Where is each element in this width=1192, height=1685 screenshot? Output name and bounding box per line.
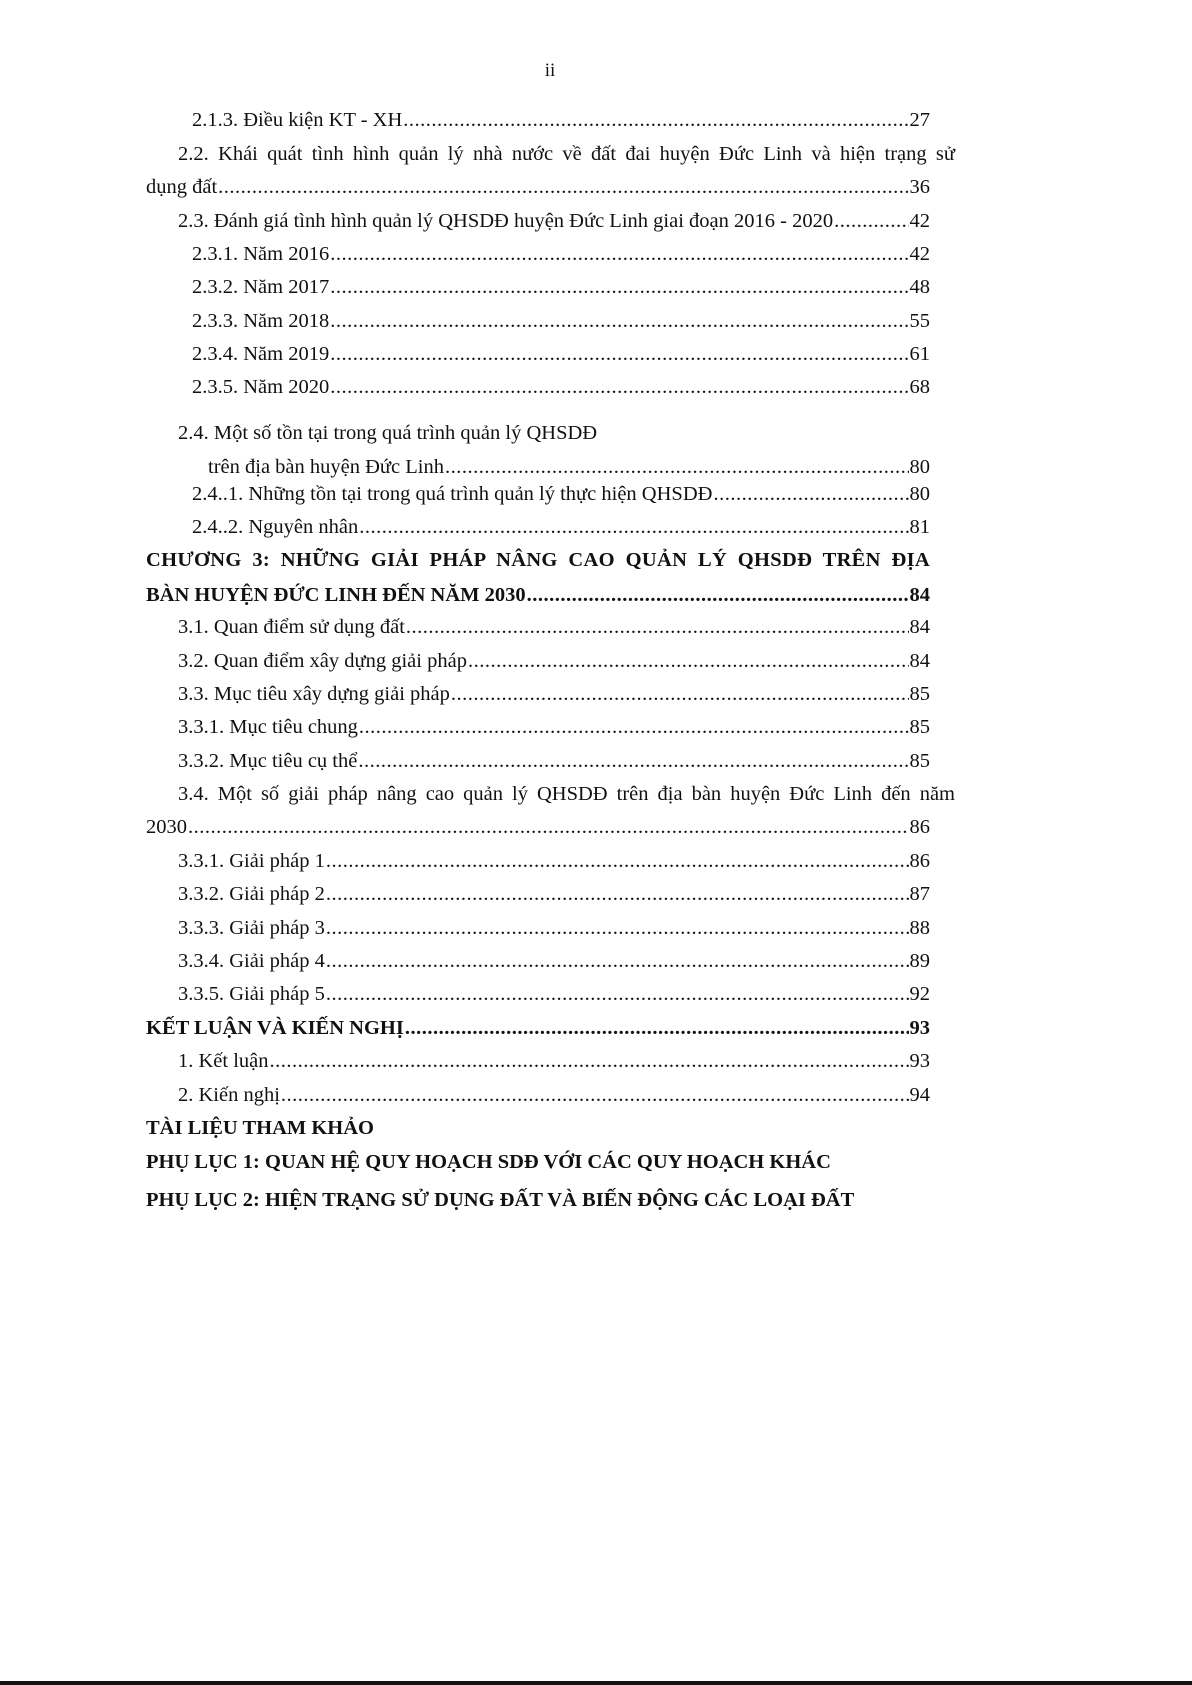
toc-entry-title: 3.3.1. Giải pháp 1 <box>178 850 325 872</box>
toc-entry-page: 85 <box>909 683 930 705</box>
toc-entry-title: 3.3.5. Giải pháp 5 <box>178 983 325 1005</box>
toc-entry-page: 86 <box>909 816 930 838</box>
toc-conclusion[interactable] <box>146 1015 930 1041</box>
leader-dots <box>406 614 909 640</box>
leader-dots <box>218 174 908 200</box>
leader-dots <box>326 981 909 1007</box>
leader-dots <box>330 341 908 367</box>
leader-dots <box>451 681 909 707</box>
toc-entry-page: 84 <box>909 616 930 638</box>
leader-dots <box>405 1015 909 1041</box>
toc-entry-solution-1[interactable] <box>178 848 930 874</box>
toc-entry-2-3-5[interactable] <box>192 374 930 400</box>
toc-entry-2-3-4[interactable] <box>192 341 930 367</box>
page-number: ii <box>544 60 556 81</box>
toc-entry-title: 3.3.4. Giải pháp 4 <box>178 950 325 972</box>
toc-entry-page: 68 <box>909 376 930 398</box>
toc-entry-2-2-line1[interactable]: 2.2. Khái quát tình hình quản lý nhà nước về đất đai huyện Đức Linh và hiện trạng sử <box>178 143 955 165</box>
leader-dots <box>326 848 909 874</box>
leader-dots <box>188 814 909 840</box>
toc-entry-page: 42 <box>909 210 930 232</box>
toc-entry-page: 27 <box>909 109 930 131</box>
toc-entry-page: 84 <box>909 650 930 672</box>
toc-entry-page: 88 <box>909 917 930 939</box>
toc-entry-3-1[interactable] <box>178 614 930 640</box>
toc-entry-title: 3.3.3. Giải pháp 3 <box>178 917 325 939</box>
toc-appendix-1[interactable]: PHỤ LỤC 1: QUAN HỆ QUY HOẠCH SDĐ VỚI CÁC QUY HOẠCH KHÁC <box>146 1151 831 1173</box>
toc-entry-page: 85 <box>909 750 930 772</box>
toc-chapter-3[interactable] <box>146 582 930 608</box>
toc-entry-title: 3.3.2. Giải pháp 2 <box>178 883 325 905</box>
leader-dots <box>445 454 909 480</box>
toc-entry-page: 89 <box>909 950 930 972</box>
toc-entry-title: 2.3.1. Năm 2016 <box>192 243 330 265</box>
toc-entry-page: 42 <box>909 243 930 265</box>
leader-dots <box>713 481 908 507</box>
toc-entry-conclusion-1[interactable] <box>178 1048 930 1074</box>
leader-dots <box>326 915 909 941</box>
toc-entry-2-3-2[interactable] <box>192 274 930 300</box>
toc-entry-title: 3.3. Mục tiêu xây dựng giải pháp <box>178 683 450 705</box>
toc-entry-page: 36 <box>909 176 930 198</box>
toc-entry-page: 93 <box>909 1050 930 1072</box>
toc-entry-page: 80 <box>909 483 930 505</box>
toc-entry-title: 3.2. Quan điểm xây dựng giải pháp <box>178 650 467 672</box>
leader-dots <box>330 274 908 300</box>
leader-dots <box>468 648 909 674</box>
toc-entry-2-3-1[interactable] <box>192 241 930 267</box>
toc-entry-2-1-3[interactable] <box>192 107 930 133</box>
toc-entry-3-4-line1[interactable]: 3.4. Một số giải pháp nâng cao quản lý QHSDĐ trên địa bàn huyện Đức Linh đến năm <box>178 783 955 805</box>
toc-entry-2-3-3[interactable] <box>192 308 930 334</box>
leader-dots <box>834 208 908 234</box>
toc-entry-title: 2030 <box>146 816 187 838</box>
leader-dots <box>359 514 908 540</box>
toc-chapter-3-line1[interactable]: CHƯƠNG 3: NHỮNG GIẢI PHÁP NÂNG CAO QUẢN LÝ QHSDĐ TRÊN ĐỊA <box>146 549 930 571</box>
toc-entry-2-4-1[interactable] <box>192 481 930 507</box>
toc-entry-title: 2.3.3. Năm 2018 <box>192 310 330 332</box>
toc-entry-3-3[interactable] <box>178 681 930 707</box>
toc-entry-3-2[interactable] <box>178 648 930 674</box>
toc-entry-solution-5[interactable] <box>178 981 930 1007</box>
toc-entry-page: 93 <box>909 1017 930 1039</box>
leader-dots <box>326 948 909 974</box>
toc-entry-title: 2.4..1. Những tồn tại trong quá trình quản lý thực hiện QHSDĐ <box>192 483 713 505</box>
toc-entry-page: 48 <box>909 276 930 298</box>
toc-entry-title: 1. Kết luận <box>178 1050 269 1072</box>
toc-entry-recommendations[interactable] <box>178 1082 930 1108</box>
leader-dots <box>359 714 909 740</box>
toc-entry-2-2[interactable] <box>146 174 930 200</box>
toc-entry-page: 55 <box>909 310 930 332</box>
leader-dots <box>281 1082 909 1108</box>
toc-entry-3-3-1[interactable] <box>178 714 930 740</box>
toc-entry-3-3-2[interactable] <box>178 748 930 774</box>
toc-entry-solution-3[interactable] <box>178 915 930 941</box>
toc-entry-title: 2.3. Đánh giá tình hình quản lý QHSDĐ huyện Đức Linh giai đoạn 2016 - 2020 <box>178 210 834 232</box>
leader-dots <box>330 374 908 400</box>
toc-entry-title: 2.4..2. Nguyên nhân <box>192 516 359 538</box>
toc-entry-page: 81 <box>909 516 930 538</box>
toc-entry-page: 80 <box>909 456 930 478</box>
leader-dots <box>403 107 908 133</box>
toc-entry-title: dụng đất <box>146 176 218 198</box>
toc-entry-2-4-2[interactable] <box>192 514 930 540</box>
toc-entry-page: 92 <box>909 983 930 1005</box>
page-bottom-edge <box>0 1681 1192 1685</box>
toc-entry-solution-4[interactable] <box>178 948 930 974</box>
toc-entry-3-4[interactable] <box>146 814 930 840</box>
toc-entry-page: 86 <box>909 850 930 872</box>
toc-entry-title: 2. Kiến nghị <box>178 1084 280 1106</box>
toc-entry-page: 61 <box>909 343 930 365</box>
leader-dots <box>326 881 909 907</box>
leader-dots <box>330 308 908 334</box>
toc-entry-page: 85 <box>909 716 930 738</box>
toc-entry-title: 3.3.2. Mục tiêu cụ thể <box>178 750 358 772</box>
toc-appendix-2[interactable]: PHỤ LỤC 2: HIỆN TRẠNG SỬ DỤNG ĐẤT VÀ BIẾN ĐỘNG CÁC LOẠI ĐẤT <box>146 1189 855 1211</box>
toc-entry-page: 84 <box>909 584 930 606</box>
toc-entry-title: 2.3.2. Năm 2017 <box>192 276 330 298</box>
leader-dots <box>527 582 909 608</box>
toc-entry-title: 3.1. Quan điểm sử dụng đất <box>178 616 405 638</box>
leader-dots <box>358 748 908 774</box>
toc-references[interactable]: TÀI LIỆU THAM KHẢO <box>146 1117 375 1139</box>
toc-entry-solution-2[interactable] <box>178 881 930 907</box>
toc-entry-title: 2.3.5. Năm 2020 <box>192 376 330 398</box>
leader-dots <box>270 1048 909 1074</box>
toc-entry-page: 94 <box>909 1084 930 1106</box>
toc-entry-2-3[interactable] <box>178 208 930 234</box>
toc-entry-2-4-line1[interactable]: 2.4. Một số tồn tại trong quá trình quản lý QHSDĐ <box>178 422 598 444</box>
toc-entry-title: 2.1.3. Điều kiện KT - XH <box>192 109 403 131</box>
toc-entry-page: 87 <box>909 883 930 905</box>
toc-entry-title: trên địa bàn huyện Đức Linh <box>208 456 444 478</box>
toc-entry-title: 3.3.1. Mục tiêu chung <box>178 716 358 738</box>
toc-entry-title: KẾT LUẬN VÀ KIẾN NGHỊ <box>146 1017 404 1039</box>
toc-entry-2-4[interactable] <box>208 454 930 480</box>
toc-entry-title: BÀN HUYỆN ĐỨC LINH ĐẾN NĂM 2030 <box>146 584 526 606</box>
leader-dots <box>330 241 908 267</box>
toc-entry-title: 2.3.4. Năm 2019 <box>192 343 330 365</box>
